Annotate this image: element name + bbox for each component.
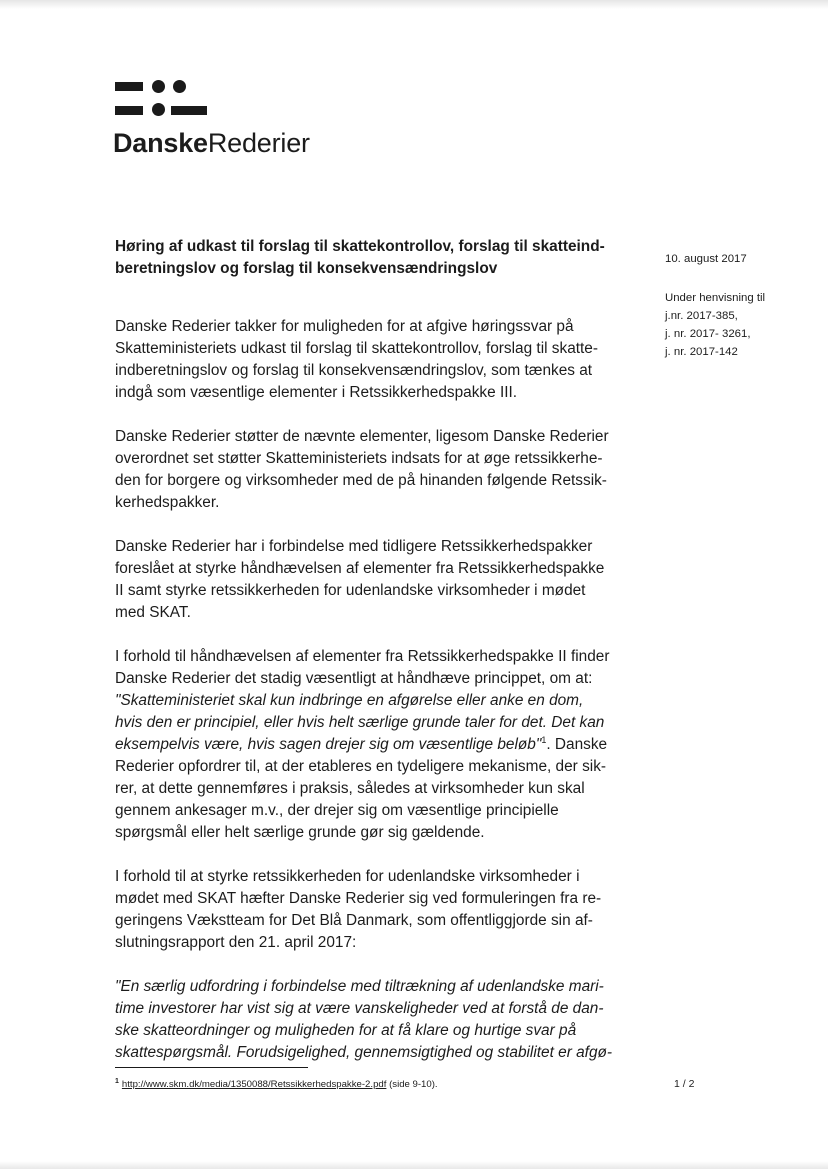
logo-name-bold: Danske bbox=[113, 128, 208, 158]
text-line: I forhold til håndhævelsen af elementer fra Retssikkerhedspakke II finder bbox=[115, 648, 610, 665]
text-line: Skatteministeriets udkast til forslag til skattekontrollov, forslag til skatte- bbox=[115, 340, 598, 357]
footnote-reference: 1 bbox=[541, 734, 547, 745]
paragraph bbox=[115, 536, 675, 624]
footnote-suffix: (side 9-10). bbox=[386, 1079, 438, 1091]
text-line: Danske Rederier det stadig væsentligt at håndhæve princippet, om at: bbox=[115, 670, 593, 687]
text-line: Danske Rederier takker for muligheden for at afgive høringssvar på bbox=[115, 318, 574, 335]
text-line: spørgsmål eller helt særlige grunde gør sig gældende. bbox=[115, 824, 485, 841]
text-line: foreslået at styrke håndhævelsen af elementer fra Retssikkerhedspakke bbox=[115, 560, 605, 577]
text-line: indberetningslov og forslag til konsekvensændringslov, som tænkes at bbox=[115, 362, 593, 379]
text-line: I forhold til at styrke retssikkerheden for udenlandske virksomheder i bbox=[115, 868, 580, 885]
text-line: overordnet set støtter Skatteministeriets indsats for at øge retssikkerhe- bbox=[115, 450, 603, 467]
reference-line: j. nr. 2017-142 bbox=[665, 346, 738, 358]
danske-rederier-logo-icon bbox=[115, 79, 207, 119]
subject-line: beretningslov og forslag til konsekvensændringslov bbox=[115, 260, 498, 277]
letter-body bbox=[115, 316, 675, 1086]
reference-block bbox=[665, 289, 765, 361]
quote-line: "En særlig udfordring i forbindelse med tiltrækning af udenlandske mari- bbox=[115, 978, 604, 995]
text-line: gennem ankesager m.v., der drejer sig om væsentlige principielle bbox=[115, 802, 559, 819]
logo-name-regular: Rederier bbox=[207, 128, 310, 158]
text-line: indgå som væsentlige elementer i Retssikkerhedspakke III. bbox=[115, 384, 518, 401]
footnote bbox=[115, 1078, 438, 1090]
subject-line: Høring af udkast til forslag til skattekontrollov, forslag til skatteind- bbox=[115, 238, 605, 255]
quote-line: "Skatteministeriet skal kun indbringe en afgørelse eller anke en dom, bbox=[115, 692, 584, 709]
reference-line: j.nr. 2017-385, bbox=[665, 310, 738, 322]
paragraph bbox=[115, 426, 675, 514]
footnote-divider bbox=[115, 1067, 308, 1068]
paragraph bbox=[115, 646, 675, 844]
logo-wordmark bbox=[113, 128, 310, 159]
text-line: den for borgere og virksomheder med de på hinanden følgende Retssik- bbox=[115, 472, 607, 489]
paragraph bbox=[115, 866, 675, 954]
text-fragment: . Danske bbox=[546, 736, 608, 753]
quote-line: ske skatteordninger og muligheden for at få klare og hurtige svar på bbox=[115, 1022, 577, 1039]
text-line: med SKAT. bbox=[115, 604, 191, 621]
page-number: 1 / 2 bbox=[674, 1078, 695, 1090]
letter-date: 10. august 2017 bbox=[665, 253, 747, 265]
text-line bbox=[115, 734, 675, 756]
text-line: kerhedspakker. bbox=[115, 494, 220, 511]
text-line: slutningsrapport den 21. april 2017: bbox=[115, 934, 357, 951]
quote-line: skattespørgsmål. Forudsigelighed, gennemsigtighed og stabilitet er afgø- bbox=[115, 1044, 613, 1061]
paragraph bbox=[115, 976, 675, 1064]
reference-line: j. nr. 2017- 3261, bbox=[665, 328, 751, 340]
text-line: Danske Rederier støtter de nævnte elementer, ligesom Danske Rederier bbox=[115, 428, 609, 445]
text-line: Danske Rederier har i forbindelse med tidligere Retssikkerhedspakker bbox=[115, 538, 593, 555]
scan-edge-top bbox=[0, 0, 828, 9]
footnote-number: 1 bbox=[115, 1078, 119, 1085]
text-line: rer, at dette gennemføres i praksis, således at virksomheder kun skal bbox=[115, 780, 585, 797]
quote-line: time investorer har vist sig at være vanskeligheder ved at forstå de dan- bbox=[115, 1000, 604, 1017]
text-line: Rederier opfordrer til, at der etableres en tydeligere mekanisme, der sik- bbox=[115, 758, 607, 775]
quote-line: eksempelvis være, hvis sagen drejer sig om væsentlige beløb" bbox=[115, 736, 542, 753]
footnote-link[interactable]: http://www.skm.dk/media/1350088/Retssikkerhedspakke-2.pdf bbox=[121, 1079, 387, 1091]
quote-line: hvis den er principiel, eller hvis helt særlige grunde taler for det. Det kan bbox=[115, 714, 605, 731]
scan-edge-bottom bbox=[0, 1161, 828, 1169]
paragraph bbox=[115, 316, 675, 404]
reference-line: Under henvisning til bbox=[665, 292, 766, 304]
text-line: geringens Vækstteam for Det Blå Danmark, som offentliggjorde sin af- bbox=[115, 912, 593, 929]
letter-subject bbox=[115, 236, 645, 280]
text-line: mødet med SKAT hæfter Danske Rederier sig ved formuleringen fra re- bbox=[115, 890, 602, 907]
text-line: II samt styrke retssikkerheden for udenlandske virksomheder i mødet bbox=[115, 582, 586, 599]
